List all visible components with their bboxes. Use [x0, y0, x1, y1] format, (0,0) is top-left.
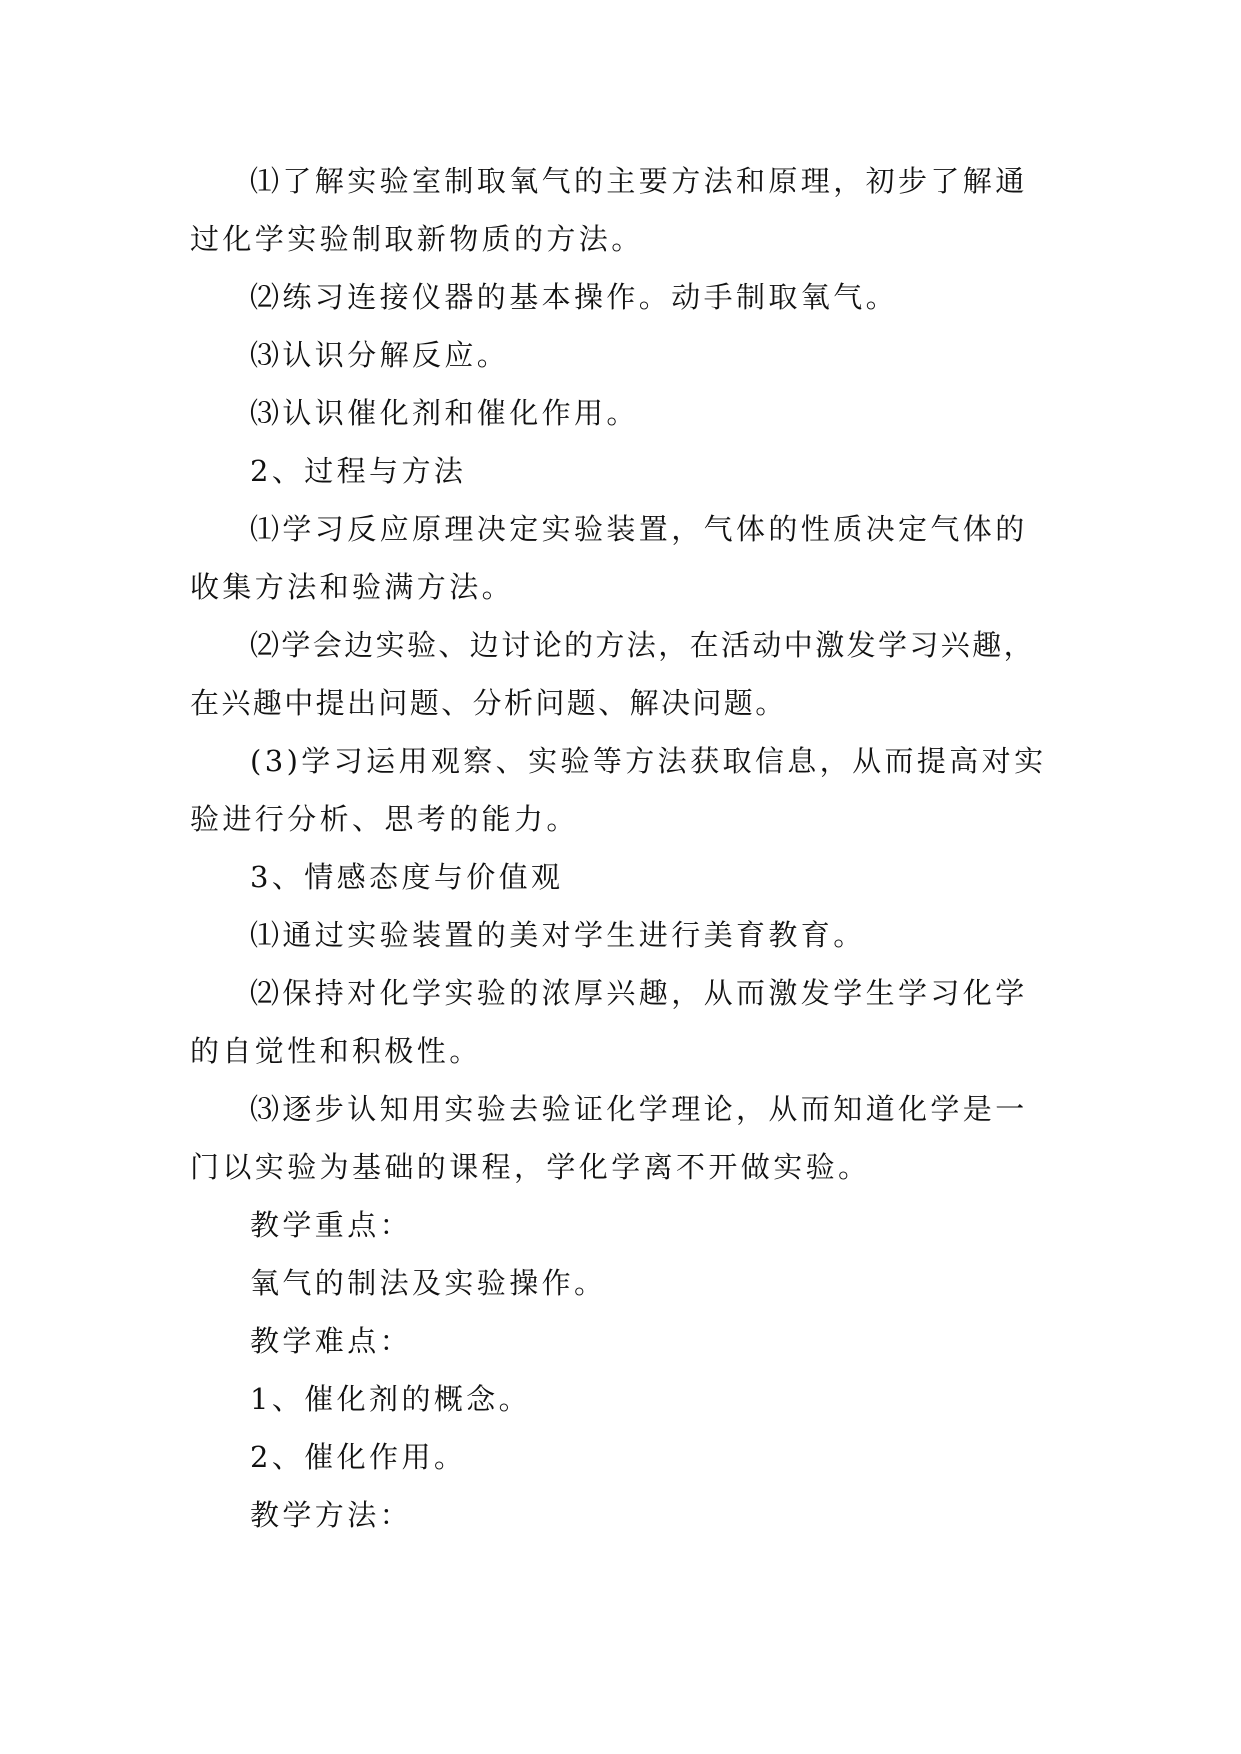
process-3-paragraph: (3)学习运用观察、实验等方法获取信息，从而提高对实验进行分析、思考的能力。 [190, 744, 1047, 836]
process-2-paragraph: ⑵学会边实验、边讨论的方法，在活动中激发学习兴趣，在兴趣中提出问题、分析问题、解决问题。 [190, 628, 1036, 720]
attitude-2-paragraph: ⑵保持对化学实验的浓厚兴趣，从而激发学生学习化学的自觉性和积极性。 [190, 976, 1028, 1068]
teaching-method-heading: 教学方法： [250, 1498, 413, 1532]
objective-3b-paragraph: ⑶认识催化剂和催化作用。 [250, 396, 639, 430]
attitude-values-heading: 3、情感态度与价值观 [250, 860, 564, 894]
difficulties-heading: 教学难点： [250, 1324, 413, 1358]
process-1-paragraph: ⑴学习反应原理决定实验装置，气体的性质决定气体的收集方法和验满方法。 [190, 512, 1028, 604]
process-method-heading: 2、过程与方法 [250, 454, 467, 488]
key-points-text: 氧气的制法及实验操作。 [250, 1266, 607, 1300]
key-points-heading: 教学重点： [250, 1208, 413, 1242]
difficulty-1-text: 1、催化剂的概念。 [250, 1382, 532, 1416]
objective-3-paragraph: ⑶认识分解反应。 [250, 338, 510, 372]
objective-1-paragraph: ⑴了解实验室制取氧气的主要方法和原理，初步了解通过化学实验制取新物质的方法。 [190, 164, 1028, 256]
difficulty-2-text: 2、催化作用。 [250, 1440, 467, 1474]
attitude-1-paragraph: ⑴通过实验装置的美对学生进行美育教育。 [250, 918, 866, 952]
objective-2-paragraph: ⑵练习连接仪器的基本操作。动手制取氧气。 [250, 280, 899, 314]
attitude-3-paragraph: ⑶逐步认知用实验去验证化学理论，从而知道化学是一门以实验为基础的课程，学化学离不开做实验。 [190, 1092, 1028, 1184]
document-body [190, 152, 1052, 1544]
